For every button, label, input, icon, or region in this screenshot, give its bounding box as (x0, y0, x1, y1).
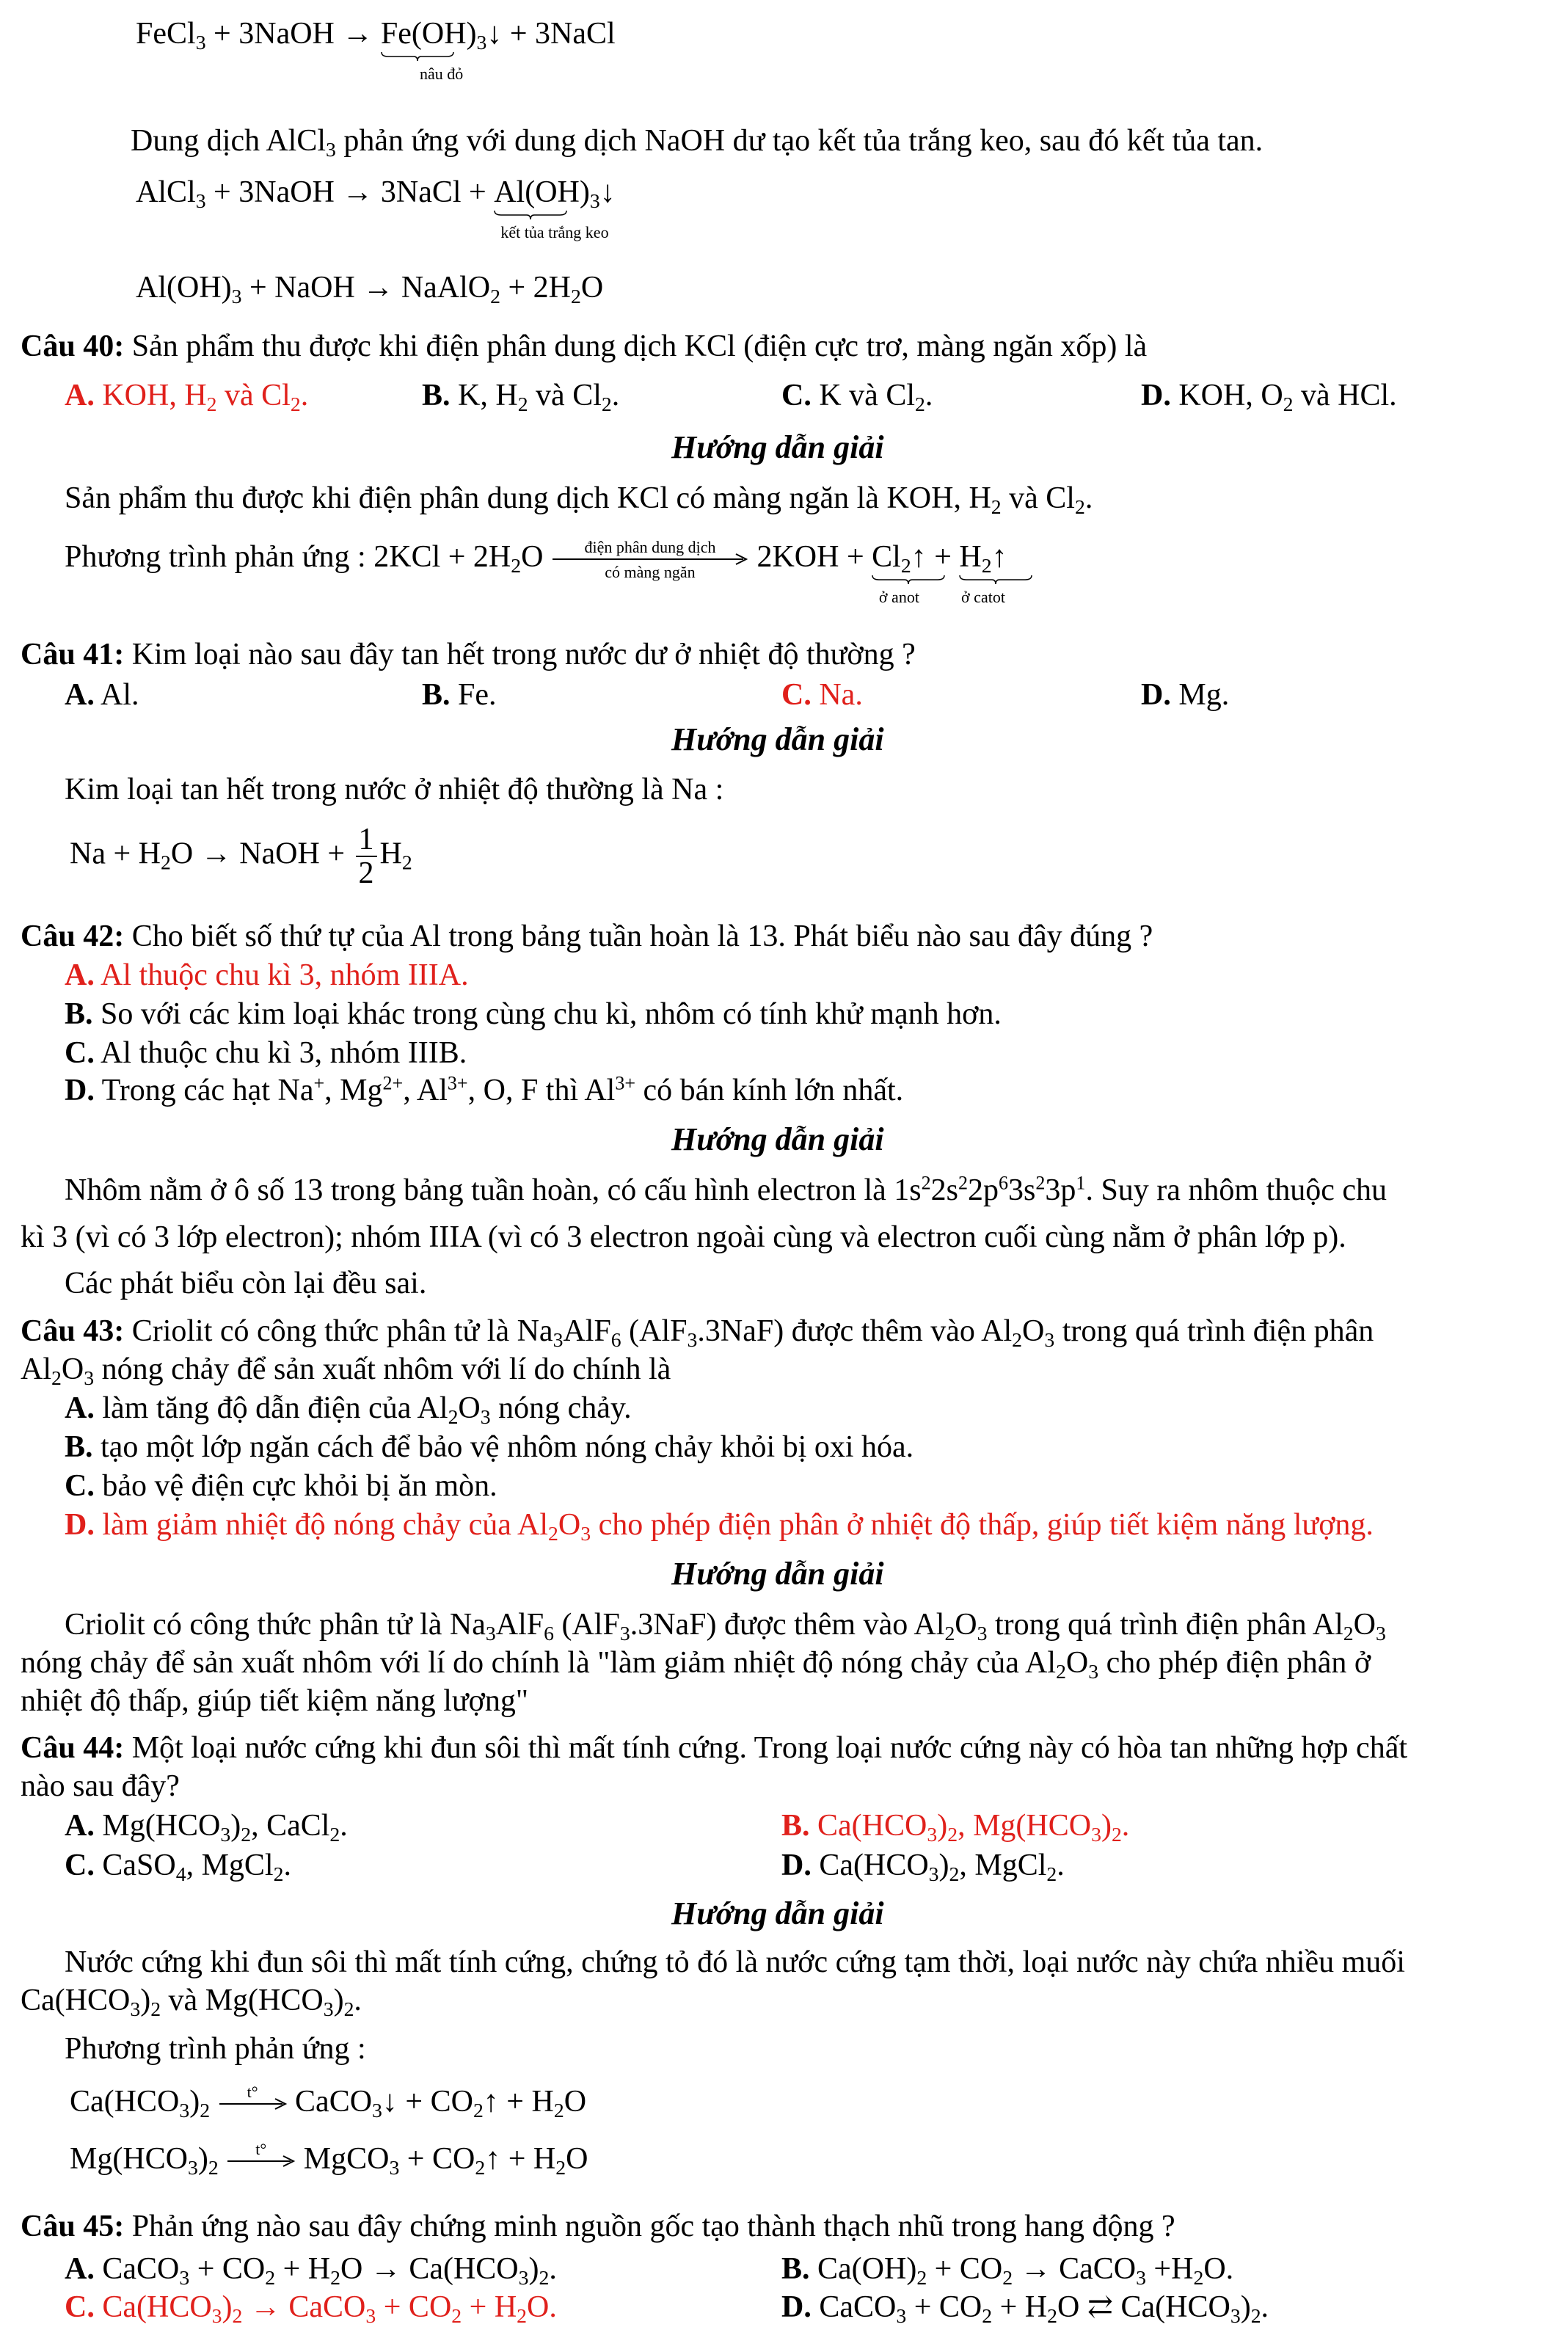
heat-arrow: t° (218, 2089, 288, 2119)
q45-option-d: D. CaCO$_3$ + $CO_2 + H_2O$ ⇄ $Ca(HCO_3)_2$. (781, 2290, 1269, 2327)
g43-line-2: nóng chảy để sản xuất nhôm với lí do chính là "làm giảm nhiệt độ nóng chảy của $Al_2O_3$ cho phép điện phân ở (21, 1646, 1371, 1683)
electrolysis-arrow: điện phân dung dịch có màng ngăn (551, 545, 749, 574)
g44-line-2: $Ca(HCO_3)_2$ và $Mg(HCO_3)_2$. (21, 1984, 362, 2020)
q44-option-b: B. $Ca(HCO_3)_2$, $Mg(HCO_3)_2$. (781, 1809, 1130, 1846)
question-43-line-1: Câu 43: Criolit có công thức phân tử là $Na_3AlF_6$ (AlF$_3$.3NaF) được thêm vào $Al_2O_3$ trong quá trình điện phân (21, 1314, 1374, 1351)
fraction-half: $\frac{1}{2}$ (356, 823, 377, 889)
q42-option-c: C. Al thuộc chu kì 3, nhóm IIIB. (65, 1036, 467, 1070)
g43-line-1: Criolit có công thức phân tử là $Na_3AlF_6$ (AlF$_3$.3NaF) được thêm vào $Al_2O_3$ trong quá trình điện phân $Al_2O_3$ (65, 1608, 1386, 1645)
q42-option-d: D. Trong các hạt Na+, $Mg^{2+}$, $Al^{3+}$, O, F thì $Al^{3+}$ có bán kính lớn nhất. (65, 1072, 904, 1107)
g44-line-3: Phương trình phản ứng : (65, 2032, 366, 2066)
q40-option-a: A. KOH, $H_2$ và $Cl_2$. (65, 379, 309, 415)
g42-line-2: kì 3 (vì có 3 lớp electron); nhóm IIIA (vì có 3 electron ngoài cùng và electron cuối cùng nằm ở phân lớp p). (21, 1220, 1346, 1254)
question-44-line-2: nào sau đây? (21, 1769, 180, 1803)
g41-text: Kim loại tan hết trong nước ở nhiệt độ thường là Na : (65, 773, 724, 806)
caption-ket-tua: kết tủa trắng keo (500, 223, 609, 242)
q42-option-a: A. Al thuộc chu kì 3, nhóm IIIA. (65, 958, 469, 992)
equation-aloh3: $Al(OH)_3$ + NaOH → NaAlO$_2$ + $2H_2O$ (136, 271, 604, 307)
guide-heading: Hướng dẫn giải (671, 721, 884, 757)
q43-option-a: A. làm tăng độ dẫn điện của $Al_2O_3$ nóng chảy. (65, 1391, 632, 1428)
question-42: Câu 42: Cho biết số thứ tự của Al trong bảng tuần hoàn là 13. Phát biểu nào sau đây đúng ? (21, 919, 1153, 953)
g40-equation: Phương trình phản ứng : $2KCl + 2H_2O$ điện phân dung dịch có màng ngăn $2KOH + Cl_2↑$ ở anot + $H_2↑$ ở catot (65, 539, 1007, 575)
guide-heading: Hướng dẫn giải (671, 1896, 884, 1931)
guide-heading: Hướng dẫn giải (671, 429, 884, 465)
q40-option-b: B. K, $H_2$ và $Cl_2$. (422, 379, 620, 415)
q45-option-c: C. $Ca(HCO_3)_2$ → CaCO$_3$ + $CO_2 + H_2O$. (65, 2290, 557, 2327)
q41-option-b: B. Fe. (422, 678, 497, 712)
q44-option-a: A. $Mg(HCO_3)_2$, CaCl$_2$. (65, 1809, 348, 1846)
q40-option-c: C. K và $Cl_2$. (781, 379, 933, 415)
q41-option-d: D. Mg. (1141, 678, 1230, 712)
g40-text: Sản phẩm thu được khi điện phân dung dịch KCl có màng ngăn là KOH, $H_2$ và $Cl_2$. (65, 481, 1093, 518)
question-44-line-1: Câu 44: Một loại nước cứng khi đun sôi thì mất tính cứng. Trong loại nước cứng này có hòa tan những hợp chất (21, 1731, 1408, 1765)
question-label: Câu 40: (21, 329, 125, 363)
q43-option-b: B. tạo một lớp ngăn cách để bảo vệ nhôm nóng chảy khỏi bị oxi hóa. (65, 1430, 914, 1464)
question-40: Câu 40: Sản phẩm thu được khi điện phân dung dịch KCl (điện cực trơ, màng ngăn xốp) là (21, 329, 1148, 363)
caption-nau-do: nâu đỏ (419, 65, 464, 84)
q45-option-b: B. $Ca(OH)_2 + CO_2$ → CaCO$_3$ $+H_2O$. (781, 2252, 1234, 2289)
question-41: Câu 41: Kim loại nào sau đây tan hết trong nước dư ở nhiệt độ thường ? (21, 638, 916, 671)
g44-equation-2: $Mg(HCO_3)_2$ t° MgCO$_3$ + $CO_2↑ + H_2O$ (70, 2140, 588, 2179)
g42-line-1: Nhôm nằm ở ô số 13 trong bảng tuần hoàn, có cấu hình electron là $1s^22s^22p^63s^23p^1$. Suy ra nhôm thuộc chu (65, 1172, 1388, 1207)
q43-option-d: D. làm giảm nhiệt độ nóng chảy của $Al_2O_3$ cho phép điện phân ở nhiệt độ thấp, giúp tiết kiệm năng lượng. (65, 1508, 1374, 1545)
equation-alcl3: AlCl$_3$ + 3NaOH → 3NaCl + $Al(OH)_3↓$ kết tủa trắng keo (136, 175, 616, 242)
q44-option-c: C. CaSO$_4$, MgCl$_2$. (65, 1849, 291, 1885)
q41-option-c: C. Na. (781, 678, 863, 712)
g41-equation: $Na + H_2O$ → NaOH + $\frac{1}{2}$ $H_2$ (70, 823, 412, 891)
g44-equation-1: $Ca(HCO_3)_2$ t° CaCO$_3$↓ + $CO_2↑ + H_2O$ (70, 2083, 587, 2122)
q40-option-d: D. KOH, $O_2$ và HCl. (1141, 379, 1397, 415)
guide-heading: Hướng dẫn giải (671, 1556, 884, 1592)
q41-option-a: A. Al. (65, 678, 139, 712)
q45-option-a: A. CaCO$_3$ + $CO_2 + H_2O \to Ca(HCO_3)_2$. (65, 2252, 557, 2289)
question-43-line-2: $Al_2O_3$ nóng chảy để sản xuất nhôm với lí do chính là (21, 1352, 671, 1389)
q44-option-d: D. $Ca(HCO_3)_2$, MgCl$_2$. (781, 1849, 1065, 1885)
heat-arrow: t° (226, 2146, 296, 2176)
electron-config: $1s^22s^22p^63s^23p^1$ (894, 1172, 1086, 1207)
q43-option-c: C. bảo vệ điện cực khỏi bị ăn mòn. (65, 1469, 497, 1503)
question-45: Câu 45: Phản ứng nào sau đây chứng minh nguồn gốc tạo thành thạch nhũ trong hang động ? (21, 2210, 1175, 2243)
q42-option-b: B. So với các kim loại khác trong cùng chu kì, nhôm có tính khử mạnh hơn. (65, 997, 1002, 1031)
g42-line-3: Các phát biểu còn lại đều sai. (65, 1267, 427, 1300)
g44-line-1: Nước cứng khi đun sôi thì mất tính cứng, chứng tỏ đó là nước cứng tạm thời, loại nước này chứa nhiều muối (65, 1945, 1405, 1979)
g43-line-3: nhiệt độ thấp, giúp tiết kiệm năng lượng" (21, 1684, 529, 1718)
alcl3-paragraph: Dung dịch AlCl$_3$ phản ứng với dung dịch NaOH dư tạo kết tủa trắng keo, sau đó kết tủa tan. (131, 124, 1263, 161)
guide-heading: Hướng dẫn giải (671, 1121, 884, 1157)
equation-fecl3: FeCl$_3$ + 3NaOH → $Fe(OH)_3↓$ nâu đỏ + 3NaCl (136, 17, 616, 84)
